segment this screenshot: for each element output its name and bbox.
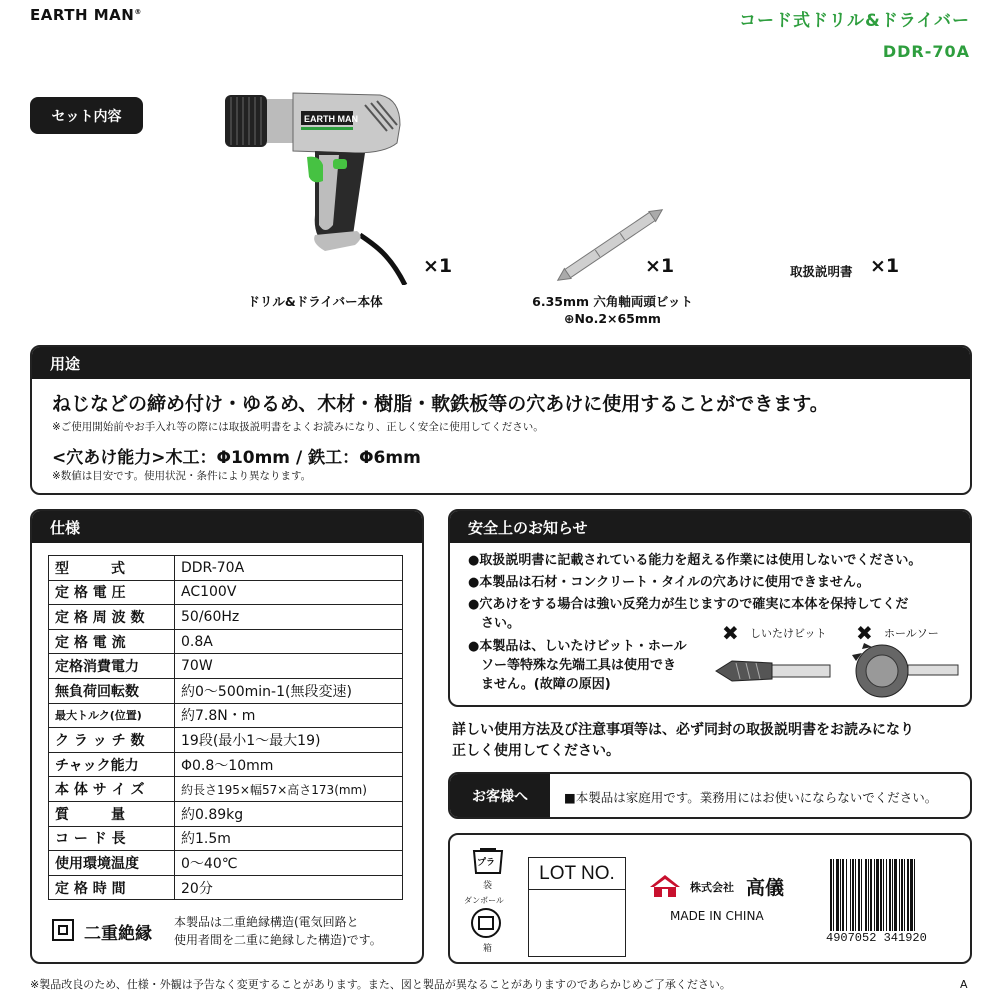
barcode-number: 4907052 341920 xyxy=(826,931,927,945)
spec-value: 50/60Hz xyxy=(175,605,403,630)
footer-code: A xyxy=(960,978,968,991)
barcode-bar xyxy=(855,859,856,931)
made-in-label: MADE IN CHINA xyxy=(670,909,764,923)
spec-value: AC100V xyxy=(175,580,403,605)
spec-row xyxy=(49,605,403,630)
barcode-bar xyxy=(858,859,860,931)
safety-line-4-cont: ソー等特殊な先端工具は使用でき xyxy=(468,658,677,673)
shiitake-bit-illustration xyxy=(712,651,832,691)
spec-table xyxy=(48,555,403,900)
manual-qty: ×1 xyxy=(870,255,900,277)
barcode-bar xyxy=(833,859,834,931)
spec-key: 定 格 電 流 xyxy=(49,629,175,654)
spec-row xyxy=(49,678,403,703)
spec-value: 0～40℃ xyxy=(175,851,403,876)
spec-row xyxy=(49,752,403,777)
drill-logo-text: EARTH MAN xyxy=(304,114,358,124)
spec-key: 最大トルク(位置) xyxy=(49,703,175,728)
spec-value: 約長さ195×幅57×高さ173(mm) xyxy=(175,777,403,802)
holesaw-illustration xyxy=(850,641,962,701)
company-logo-icon xyxy=(648,873,682,899)
barcode-bar xyxy=(865,859,867,931)
cross-icon: ✖ xyxy=(722,621,739,645)
barcode-bar xyxy=(901,859,903,931)
spec-row xyxy=(49,556,403,581)
double-insulation-icon xyxy=(52,919,74,941)
barcode-bar xyxy=(868,859,869,931)
product-model: DDR-70A xyxy=(882,42,970,61)
manual-notice-line-1: 詳しい使用方法及び注意事項等は、必ず同封の取扱説明書をお読みになり xyxy=(452,722,914,738)
barcode-bar xyxy=(861,859,862,931)
spec-key: 使用環境温度 xyxy=(49,851,175,876)
spec-row xyxy=(49,654,403,679)
safety-line-4: ●本製品は、しいたけビット・ホール xyxy=(468,639,687,654)
barcode-bar xyxy=(870,859,872,931)
safety-line-3-cont: さい。 xyxy=(468,616,521,631)
spec-key: 定 格 電 圧 xyxy=(49,580,175,605)
plastic-recycle-sub: 袋 xyxy=(483,881,493,891)
spec-box xyxy=(30,509,424,964)
usage-heading: 用途 xyxy=(32,347,970,379)
spec-key: 本 体 サ イ ズ xyxy=(49,777,175,802)
safety-line-3: ●穴あけをする場合は強い反発力が生じますので確実に本体を保持してくだ xyxy=(468,597,909,612)
spec-key: 質 量 xyxy=(49,801,175,826)
drill-label: ドリル&ドライバー本体 xyxy=(247,294,383,309)
spec-key: ク ラ ッ チ 数 xyxy=(49,728,175,753)
barcode-bar xyxy=(830,859,832,931)
lot-number-label: LOT NO. xyxy=(529,858,625,890)
spec-key: 型 式 xyxy=(49,556,175,581)
barcode-bar xyxy=(852,859,854,931)
safety-line-4-end: ません。(故障の原因) xyxy=(468,677,611,692)
barcode-bar xyxy=(910,859,913,931)
spec-row xyxy=(49,851,403,876)
barcode-bar xyxy=(883,859,884,931)
cross-icon: ✖ xyxy=(856,621,873,645)
safety-line-2: ●本製品は石材・コンクリート・タイルの穴あけに使用できません。 xyxy=(468,575,870,590)
company-name: 高儀 xyxy=(746,877,785,899)
tool-label-holesaw: ホールソー xyxy=(884,627,939,640)
bottom-info-box xyxy=(448,833,972,964)
spec-key: 定 格 周 波 数 xyxy=(49,605,175,630)
safety-heading: 安全上のお知らせ xyxy=(450,511,970,543)
barcode-bar xyxy=(889,859,891,931)
barcode xyxy=(828,859,954,931)
barcode-bar xyxy=(904,859,905,931)
drill-qty: ×1 xyxy=(423,255,453,277)
bit-qty: ×1 xyxy=(645,255,675,277)
usage-capacity: <穴あけ能力>木工：Φ10mm / 鉄工：Φ6mm xyxy=(52,448,421,468)
usage-capacity-note: ※数値は目安です。使用状況・条件により異なります。 xyxy=(52,470,312,482)
spec-row xyxy=(49,629,403,654)
spec-row xyxy=(49,728,403,753)
barcode-bar xyxy=(892,859,893,931)
plastic-recycle-label: プラ xyxy=(477,858,496,868)
barcode-bar xyxy=(899,859,900,931)
barcode-bar xyxy=(874,859,875,931)
spec-row xyxy=(49,826,403,851)
product-title: コード式ドリル&ドライバー xyxy=(739,11,970,31)
double-insulation-text-2: 使用者間を二重に絶縁した構造)です。 xyxy=(174,933,382,947)
barcode-bar xyxy=(894,859,897,931)
customer-label: お客様へ xyxy=(450,774,550,817)
spec-row xyxy=(49,875,403,900)
double-insulation-label: 二重絶縁 xyxy=(84,924,152,944)
spec-value: 0.8A xyxy=(175,629,403,654)
drill-illustration xyxy=(215,85,415,285)
barcode-bar xyxy=(846,859,847,931)
bit-label: 6.35mm 六角軸両頭ビット xyxy=(532,294,693,309)
bit-size-label: ⊕No.2×65mm xyxy=(564,311,661,326)
spec-value: 約0～500min-1(無段変速) xyxy=(175,678,403,703)
company-prefix: 株式会社 xyxy=(690,881,734,894)
barcode-bar xyxy=(842,859,844,931)
spec-key: コ ー ド 長 xyxy=(49,826,175,851)
tool-label-shiitake: しいたけビット xyxy=(750,627,827,640)
cardboard-recycle-sub: 箱 xyxy=(483,944,493,954)
footer-note: ※製品改良のため、仕様・外観は予告なく変更することがあります。また、図と製品が異なることがありますのであらかじめご了承ください。 xyxy=(30,978,731,991)
spec-heading: 仕様 xyxy=(32,511,422,543)
barcode-bar xyxy=(876,859,879,931)
spec-key: 定格消費電力 xyxy=(49,654,175,679)
usage-note: ※ご使用開始前やお手入れ等の際には取扱説明書をよくお読みになり、正しく安全に使用してください。 xyxy=(52,421,544,433)
usage-box xyxy=(30,345,972,495)
barcode-bar xyxy=(840,859,841,931)
spec-key: 定 格 時 間 xyxy=(49,875,175,900)
spec-key: 無負荷回転数 xyxy=(49,678,175,703)
safety-box xyxy=(448,509,972,707)
brand-logo: EARTH MAN® xyxy=(30,6,142,24)
barcode-bar xyxy=(850,859,851,931)
spec-value: 20分 xyxy=(175,875,403,900)
spec-value: DDR-70A xyxy=(175,556,403,581)
customer-box xyxy=(448,772,972,819)
spec-row xyxy=(49,703,403,728)
spec-row xyxy=(49,777,403,802)
manual-notice-line-2: 正しく使用してください。 xyxy=(452,743,620,759)
cardboard-recycle-icon xyxy=(470,907,502,939)
spec-value: Φ0.8～10mm xyxy=(175,752,403,777)
double-insulation-text-1: 本製品は二重絶縁構造(電気回路と xyxy=(174,915,359,929)
usage-main-text: ねじなどの締め付け・ゆるめ、木材・樹脂・軟鉄板等の穴あけに使用することができます。 xyxy=(52,393,829,415)
spec-row xyxy=(49,801,403,826)
barcode-bar xyxy=(914,859,915,931)
barcode-bar xyxy=(880,859,882,931)
barcode-bar xyxy=(836,859,839,931)
spec-value: 約1.5m xyxy=(175,826,403,851)
safety-line-1: ●取扱説明書に記載されている能力を超える作業には使用しないでください。 xyxy=(468,553,922,568)
spec-row xyxy=(49,580,403,605)
customer-text: ■本製品は家庭用です。業務用にはお使いにならないでください。 xyxy=(564,790,938,805)
spec-value: 19段(最小1～最大19) xyxy=(175,728,403,753)
lot-number-box xyxy=(528,857,626,957)
barcode-bar xyxy=(886,859,887,931)
spec-value: 約7.8N・m xyxy=(175,703,403,728)
set-contents-badge: セット内容 xyxy=(30,97,143,134)
spec-value: 約0.89kg xyxy=(175,801,403,826)
barcode-bar xyxy=(907,859,909,931)
spec-key: チャック能力 xyxy=(49,752,175,777)
manual-label: 取扱説明書 xyxy=(790,264,853,279)
spec-value: 70W xyxy=(175,654,403,679)
cardboard-recycle-label: ダンボール xyxy=(464,896,504,905)
